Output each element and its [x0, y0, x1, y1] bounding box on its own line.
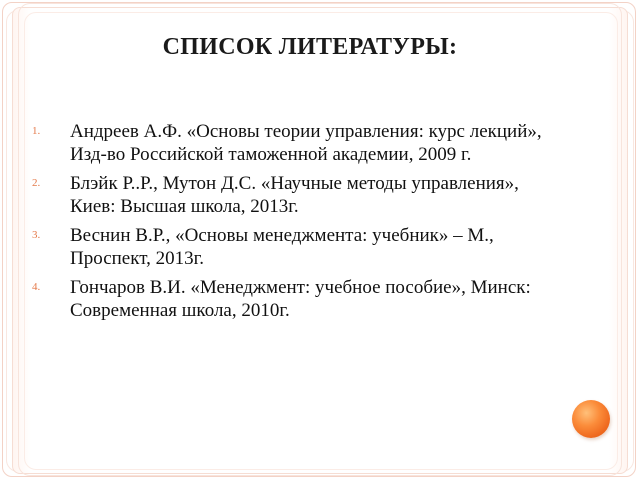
reference-text: Блэйк Р..Р., Мутон Д.С. «Научные методы управления», Киев: Высшая школа, 2013г.	[70, 173, 519, 217]
orange-circle-icon	[572, 400, 610, 438]
reference-list	[32, 120, 552, 328]
reference-number: 1.	[32, 125, 41, 137]
reference-number: 4.	[32, 281, 41, 293]
reference-item	[32, 276, 552, 322]
slide-title: СПИСОК ЛИТЕРАТУРЫ:	[162, 34, 458, 60]
reference-item	[32, 224, 552, 270]
reference-number: 2.	[32, 177, 41, 189]
reference-text: Гончаров В.И. «Менеджмент: учебное пособие», Минск: Современная школа, 2010г.	[70, 277, 531, 321]
reference-item	[32, 172, 552, 218]
reference-number: 3.	[32, 229, 41, 241]
reference-text: Андреев А.Ф. «Основы теории управления: курс лекций», Изд-во Российской таможенной академии, 2009 г.	[70, 121, 542, 165]
reference-item	[32, 120, 552, 166]
reference-text: Веснин В.Р., «Основы менеджмента: учебник» – М., Проспект, 2013г.	[70, 225, 494, 269]
